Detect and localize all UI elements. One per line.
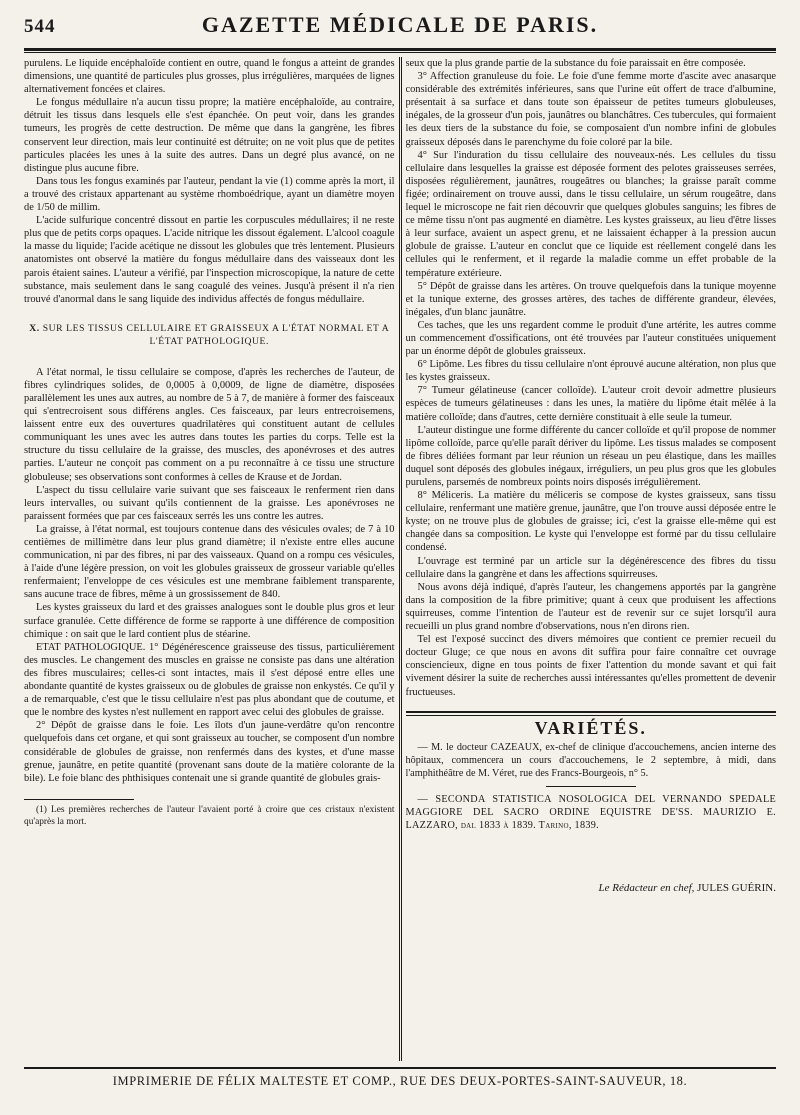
page-number: 544 <box>24 16 56 37</box>
masthead <box>24 12 776 46</box>
paragraph: L'auteur distingue une forme différente du cancer colloïde et qu'il propose de nommer lipôme colloïde, parce qu'elle paraît dériver du lipôme. Les tissus malades se composent de fibres déliées formant par leur réunion un réseau un peu élastique, dans les mailles duquel sont déposés des globules inégaux, irréguliers, un peu plus gros que les globules purulens, parsemés de nombreux points noirs disposés irrégulièrement. <box>405 424 776 488</box>
paragraph: 5° Dépôt de graisse dans les artères. On trouve quelquefois dans la tunique moyenne et la tunique externe, des grosses artères, des taches de différente grandeur, élevées, inégales, d'un blanc jaunâtre. <box>405 280 776 318</box>
varietes-body <box>406 741 777 832</box>
signature-label: Le Rédacteur en chef, <box>598 881 695 894</box>
paragraph: 4° Sur l'induration du tissu cellulaire des nouveaux-nés. Les cellules du tissu cellulaire dans lesquelles la graisse est déposée forment des pelotes graisseuses serrées, disposées régulièrement, jaunâtres, rougeâtres ou blanches; la graisse paraît comme figée; ordinairement on trouve aussi, dans le tissu cellulaire, un sérum rougeâtre, dans lequel le microscope ne fait rien découvrir que quelques globules sanguins; les fibres de ce même tissu n'ont pas augmenté en diamètre. Les kystes graisseux, au lieu d'être lisses à leur surface, avaient un aspect grenu, et ne laissaient échapper à la pression aucun globule de graisse. L'auteur en conclut que ce liquide est réellement congelé dans les cellules qui le renferment, et il regarde la maladie comme un effet probable de la température extérieure. <box>405 149 776 279</box>
columns <box>24 57 776 1061</box>
right-column <box>406 57 777 1061</box>
paragraph: Le fongus médullaire n'a aucun tissu propre; la matière encéphaloïde, au contraire, détruit les tissus dans lesquels elle s'est épanchée. On peut voir, dans les grandes tumeurs, les progrès de cette destruction. De même que dans la gangrène, les fibres conservent leur direction, mais leur continuité est détruite; on ne voit plus que de petites particules placées les unes à la suite des autres. Dans un degré plus avancé, on ne distingue plus aucune fibre. <box>24 97 395 174</box>
paragraph: L'acide sulfurique concentré dissout en partie les corpuscules médullaires; il ne reste plus que de petits corps opaques. L'acide nitrique les dissout également. L'alcool coagule la masse du liquide; l'acide acétique ne dissout les globules que très lentement. Plusieurs anatomistes ont observé la matière du fongus médullaire dans des vaisseaux dont les parois étaient saines. L'auteur a vérifié, par l'inspection microscopique, la nature de cette substance, mais seulement dans le sang coagulé des veines. Jusqu'à présent il n'a rien trouvé d'anormal dans le sang liquide des individus affectés de fongus médullaire. <box>24 215 395 305</box>
section-heading <box>24 322 395 348</box>
paragraph: L'aspect du tissu cellulaire varie suivant que ses faisceaux le renferment rien dans leurs intervalles, ou suivant qu'ils contiennent de la graisse. Les aponévroses ne paraissent formées que par ces faisceaux serrés les uns contre les autres. <box>24 484 395 522</box>
varietes-rule-thin <box>406 715 777 716</box>
varietes-title: VARIÉTÉS. <box>534 717 647 738</box>
paragraph: A l'état normal, le tissu cellulaire se compose, d'après les recherches de l'auteur, de fibres cylindriques solides, de 0,0005 à 0,0009, de ligne de diamètre, disposées parallèlement les unes aux autres, au nombre de 5 à 7, de manière à former des faisceaux qui s'entrecroisent sous différens angles. Ces faisceaux, par leurs entrecroisemens, laissent entre eux des ouvertures quadrilatères qui constituent autant de cellules communiquant les unes avec les autres dans toutes les parties du corps. Telle est la structure du tissu cellulaire de la graisse, des muscles, des aponévroses et des autres parties. L'auteur ne conçoit pas comment on a pu reconnaître à ce tissu une structure globuleuse; ses observations sont conformes à celles de Krause et de Jordan. <box>24 366 395 483</box>
paragraph: L'ouvrage est terminé par un article sur la dégénérescence des fibres du tissu cellulaire dans la gangrène et dans les affections squirreuses. <box>405 555 776 580</box>
paragraph: La graisse, à l'état normal, est toujours contenue dans des vésicules ovales; de 7 à 10 centièmes de millimètre dans leur plus grand diamètre; il n'existe entre elles aucune communication, ni par des fibres, ni par des vaisseaux. Quand on a rompu ces vésicules, à l'aide d'une légère pression, on voit les globules graisseux de grosseur variable qu'elles renfermaient; l'enveloppe de ces vésicules est une membrane faiblement transparente, sans aucune trace de fibres, même à un grossissement de 840. <box>24 523 395 601</box>
footer-rule <box>24 1067 776 1069</box>
paragraph: 3° Affection granuleuse du foie. Le foie d'une femme morte d'ascite avec anasarque considérable des extrémités inférieures, sans que l'urine eût offert de trace d'albumine, présentait à sa surface et dans toute son épaisseur de petites tumeurs globuleuses, inégales, de la grosseur d'un pois, jaunâtres ou blanchâtres. Ces tubercules, qui formaient les deux tiers de la substance du foie, se composaient d'un nombre infini de globules graisseux déposés dans le parenchyme du foie coloré par la bile. <box>405 71 776 148</box>
editor-signature <box>406 882 777 895</box>
header-rule <box>24 48 776 51</box>
paragraph: seux que la plus grande partie de la substance du foie paraissait en être composée. <box>405 58 746 69</box>
paragraph: 7° Tumeur gélatineuse (cancer colloïde). L'auteur croit devoir admettre plusieurs espèces de tumeurs gélatineuses : dans les unes, la matière du lipôme était mêlée à la matière colloïde; dans d'autres, cette dernière constituait à elle seule la tumeur. <box>405 385 776 423</box>
varietes-item: — M. le docteur CAZEAUX, ex-chef de clinique d'accouchemens, ancien interne des hôpitaux, commencera un cours d'accouchemens, le 2 septembre, à midi, dans l'amphithéâtre de M. Véret, rue des Francs-Bourgeois, n° 5. <box>405 741 776 779</box>
paragraph: ETAT PATHOLOGIQUE. 1° Dégénérescence graisseuse des tissus, particulièrement des muscles. Le changement des muscles en graisse ne consiste pas dans une altération des fibres musculaires; celles-ci sont intactes, mais il s'est déposé entre elles une abondante quantité de kystes graisseux ou de globules de graisse non enkystés. Ce qu'il y a de remarquable, c'est que le tissu cellulaire n'est pas plus abondant que de coutume, et que le nombre des kystes n'est nullement en rapport avec celui des globules de graisse. <box>24 641 395 719</box>
imprint-line: IMPRIMERIE DE FÉLIX MALTESTE ET COMP., RUE DES DEUX-PORTES-SAINT-SAUVEUR, 18. <box>112 1074 688 1088</box>
paragraph: Nous avons déjà indiqué, d'après l'auteur, les changemens apportés par la gangrène dans la composition de la fibre primitive; quant à ceux que produisent les affections squirreuses, comme l'intention de l'auteur est de revenir sur ce sujet lorsqu'il aura recueilli un plus grand nombre d'observations, nous n'en dirons rien. <box>405 581 776 633</box>
varietes-separator <box>546 786 636 787</box>
paragraph: Ces taches, que les uns regardent comme le produit d'une artérite, les autres comme un commencement d'ossifications, ont été trouvées par l'auteur constituées uniquement par un énorme dépôt de globules graisseux. <box>405 319 776 358</box>
section-number: X. <box>29 322 40 334</box>
column-divider <box>399 57 402 1061</box>
varietes-rule <box>406 711 777 713</box>
paragraph: Dans tous les fongus examinés par l'auteur, pendant la vie (1) comme après la mort, il a trouvé des cristaux appartenant au système rhomboédrique, ayant un diamètre moyen de 1/50 de millim. <box>24 175 395 214</box>
paragraph: purulens. Le liquide encéphaloïde contient en outre, quand le fongus a atteint de grandes dimensions, une quantité de particules plus grosses, plus irrégulières, marquées de lignes alternativement foncées et claires. <box>24 58 395 96</box>
left-column <box>24 57 395 1061</box>
footnote: (1) Les premières recherches de l'auteur l'avaient porté à croire que ces cristaux n'existent qu'après la mort. <box>24 804 395 827</box>
paragraph: Tel est l'exposé succinct des divers mémoires que contient ce premier recueil du docteur Gluge; ce que nous en avons dit suffira pour faire connaître cet ouvrage consciencieux, digne en tous points de fixer l'attention du monde savant et qui fait vivement désirer la suite de recherches aussi intéressantes qu'elles promettent de devenir fructueuses. <box>405 634 776 698</box>
journal-title: GAZETTE MÉDICALE DE PARIS. <box>201 12 599 37</box>
paragraph: 8° Méliceris. La matière du méliceris se compose de kystes graisseux, sans tissu cellulaire, renfermant une matière grenue, jaunâtre, que l'on trouve aussi déposée entre le kyste; on ne trouve plus de globules de graisse; ici, c'est la graisse elle-même qui est changée dans sa composition. Le kyste qui l'enveloppe est formé par du tissu cellulaire condensé. <box>405 490 776 554</box>
section-title: SUR LES TISSUS CELLULAIRE ET GRAISSEUX A L'ÉTAT NORMAL ET A L'ÉTAT PATHOLOGIQUE. <box>42 322 390 347</box>
paragraph: 2° Dépôt de graisse dans le foie. Les îlots d'un jaune-verdâtre qu'on rencontre quelquefois dans cet organe, et qui sont graisseux au toucher, se composent d'un nombre considérable de globules de graisse, non renfermés dans des kystes, et d'une masse grenue, jaunâtre, en petite quantité (provenant sans doute de la matière colorante de la bile). Le foie blanc des phthisiques contenait une si grande quantité de globules grais- <box>24 720 395 784</box>
footnote-rule <box>24 799 134 800</box>
paragraph: Les kystes graisseux du lard et des graisses analogues sont le double plus gros et leur surface granulée. Cette différence de forme se rapporte à une différence de composition chimique : on sait que le lard contient plus de stéarine. <box>24 602 395 640</box>
paragraph: 6° Lipôme. Les fibres du tissu cellulaire n'ont éprouvé aucune altération, non plus que les kystes graisseux. <box>405 359 776 384</box>
varietes-item: — SECONDA STATISTICA NOSOLOGICA DEL VERNANDO SPEDALE MAGGIORE DEL SACRO ORDINE EQUISTRE DE'SS. MAURIZIO E. LAZZARO, dal 1833 à 1839. Tarino, 1839. <box>405 793 776 831</box>
signature-name: JULES GUÉRIN. <box>697 881 776 894</box>
header-rule-thin <box>24 52 776 53</box>
